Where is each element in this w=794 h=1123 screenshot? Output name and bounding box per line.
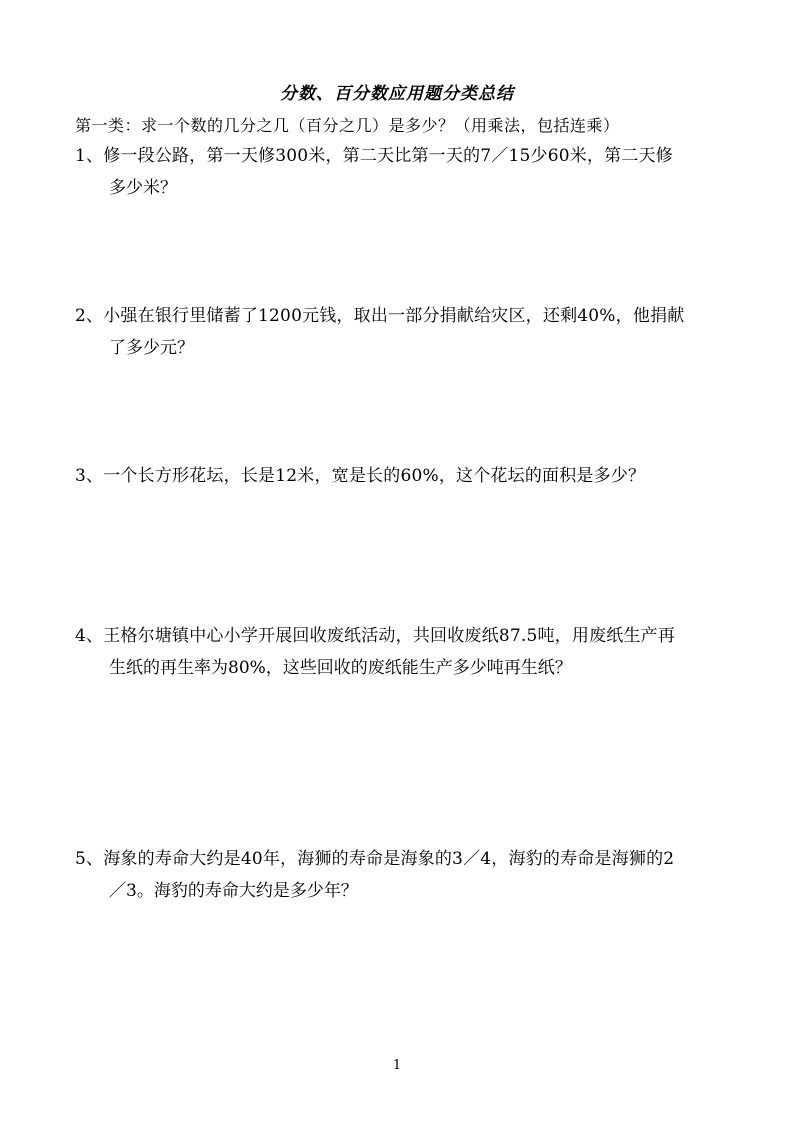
problem-4 [75,620,727,684]
problem-5 [75,843,727,907]
problem-2-line-1: 2、小强在银行里储蓄了1200元钱，取出一部分捐献给灾区，还剩40%，他捐献 [75,306,685,326]
problem-5-line-2: ／3。海豹的寿命大约是多少年？ [109,881,358,901]
page-title: 分数、百分数应用题分类总结 [280,84,514,104]
problem-3 [75,460,727,492]
problem-2 [75,300,727,364]
problem-1-line-1: 1、修一段公路，第一天修300米，第二天比第一天的7／15少60米，第二天修 [75,146,673,166]
page-number: 1 [392,1058,402,1073]
problem-2-line-2: 了多少元？ [109,338,194,358]
problem-3-line-1: 3、一个长方形花坛，长是12米，宽是长的60%，这个花坛的面积是多少？ [75,466,646,486]
section-heading: 第一类：求一个数的几分之几（百分之几）是多少？（用乘法，包括连乘） [75,116,620,135]
problem-1-line-2: 多少米？ [109,178,177,198]
problem-1 [75,140,727,204]
problem-4-line-2: 生纸的再生率为80%，这些回收的废纸能生产多少吨再生纸？ [109,658,572,678]
problem-4-line-1: 4、王格尔塘镇中心小学开展回收废纸活动，共回收废纸87.5吨，用废纸生产再 [75,626,676,646]
problem-5-line-1: 5、海象的寿命大约是40年，海狮的寿命是海象的3／4，海豹的寿命是海狮的2 [75,849,675,869]
